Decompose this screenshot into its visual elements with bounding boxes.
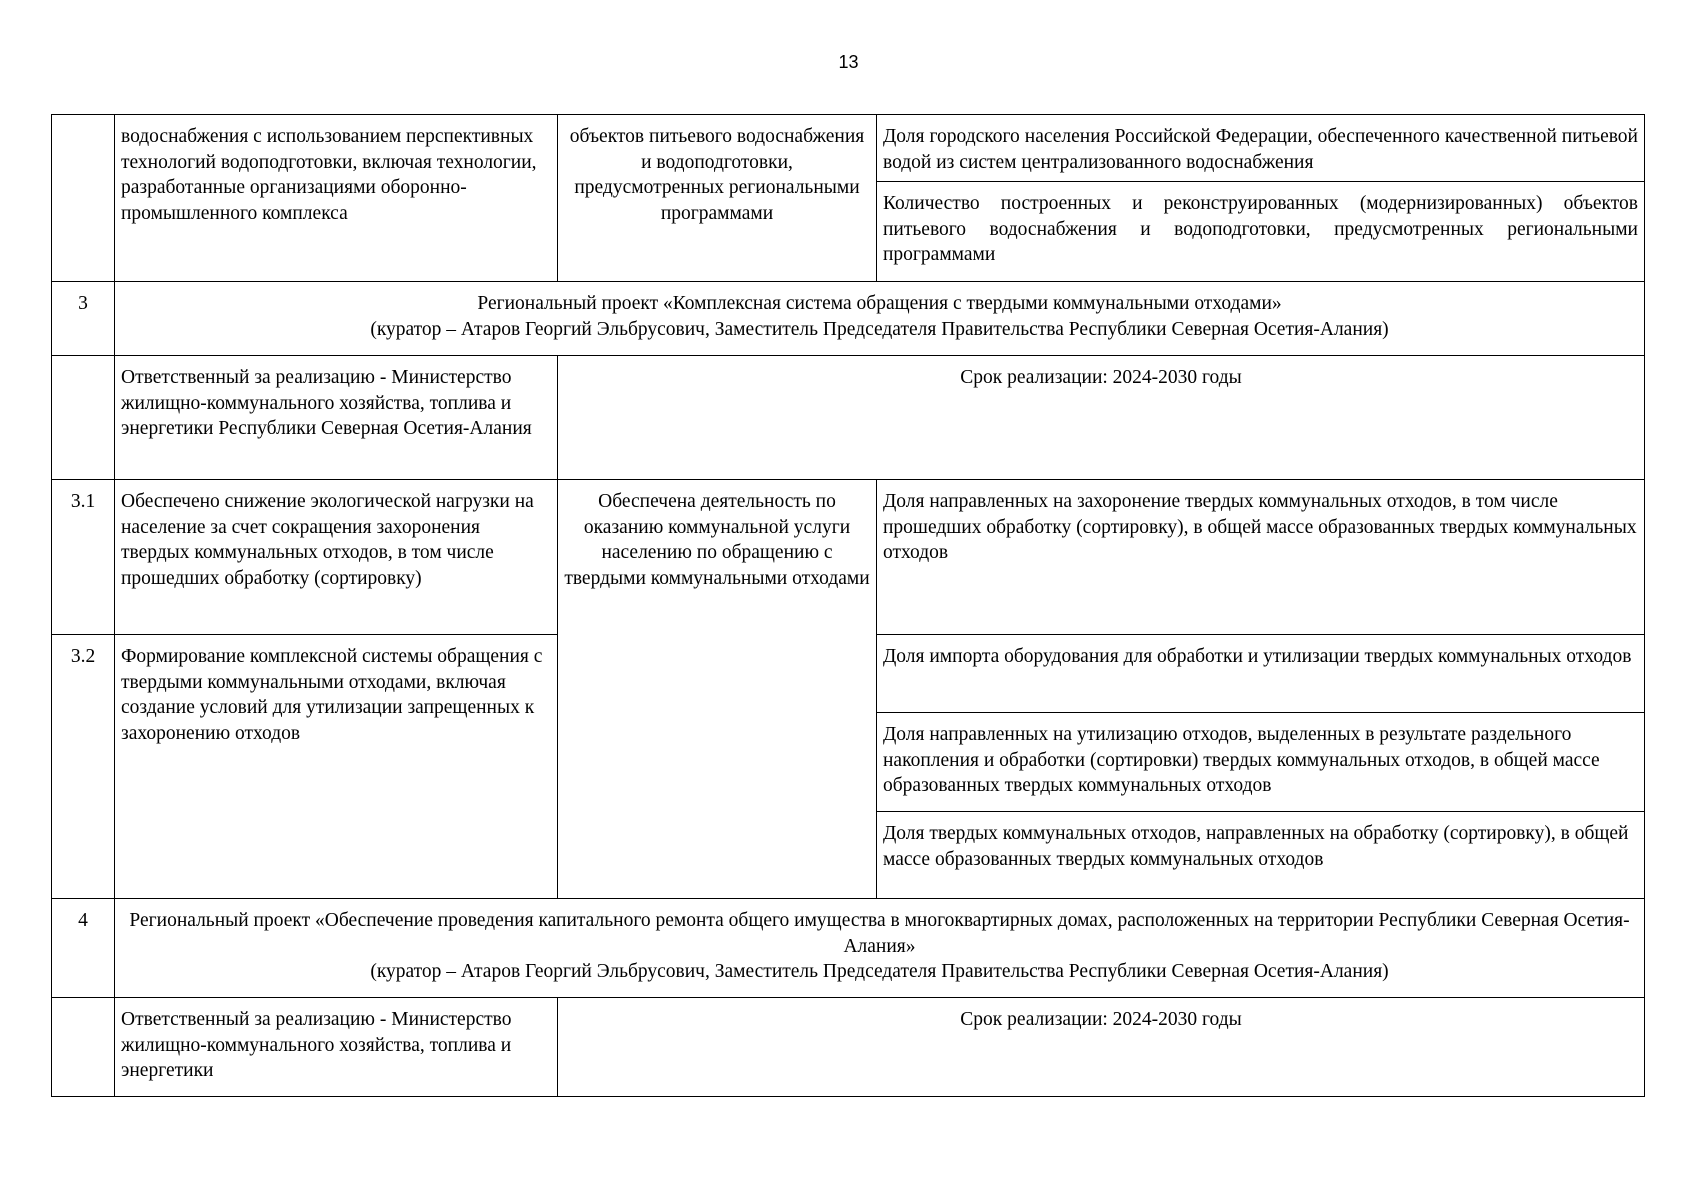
project-number: 4 bbox=[52, 899, 115, 998]
task-number: 3.2 bbox=[52, 635, 115, 899]
project-number: 3 bbox=[52, 282, 115, 356]
result-cell: объектов питьевого водоснабжения и водоподготовки, предусмотренных региональными программами bbox=[558, 115, 877, 282]
project-curator: (куратор – Атаров Георгий Эльбрусович, Заместитель Председателя Правительства Республики Северная Осетия-Алания) bbox=[370, 961, 1389, 982]
page-number: 13 bbox=[838, 52, 859, 72]
project-title-cell bbox=[115, 899, 1645, 998]
task-cell: Формирование комплексной системы обращения с твердыми коммунальными отходами, включая создание условий для утилизации запрещенных к захоронению отходов bbox=[115, 635, 558, 899]
indicator-cell: Количество построенных и реконструированных (модернизированных) объектов питьевого водоснабжения и водоподготовки, предусмотренных региональными программами bbox=[877, 182, 1645, 282]
project-header-row bbox=[52, 282, 1645, 356]
term-cell: Срок реализации: 2024-2030 годы bbox=[558, 998, 1645, 1097]
projects-table bbox=[51, 114, 1645, 1097]
table-row bbox=[52, 115, 1645, 182]
indicator-cell: Доля импорта оборудования для обработки и утилизации твердых коммунальных отходов bbox=[877, 635, 1645, 713]
task-cell: водоснабжения с использованием перспективных технологий водоподготовки, включая технологии, разработанные организациями оборонно-промышленного комплекса bbox=[115, 115, 558, 282]
indicator-cell: Доля твердых коммунальных отходов, направленных на обработку (сортировку), в общей массе образованных твердых коммунальных отходов bbox=[877, 812, 1645, 899]
empty-cell bbox=[52, 998, 115, 1097]
project-title: Региональный проект «Комплексная система обращения с твердыми коммунальными отходами» bbox=[477, 293, 1282, 314]
indicator-cell: Доля городского населения Российской Федерации, обеспеченного качественной питьевой водой из систем централизованного водоснабжения bbox=[877, 115, 1645, 182]
responsible-row bbox=[52, 998, 1645, 1097]
project-header-row bbox=[52, 899, 1645, 998]
responsible-cell: Ответственный за реализацию - Министерство жилищно-коммунального хозяйства, топлива и энергетики bbox=[115, 998, 558, 1097]
term-cell: Срок реализации: 2024-2030 годы bbox=[558, 356, 1645, 480]
indicator-cell: Доля направленных на захоронение твердых коммунальных отходов, в том числе прошедших обработку (сортировку), в общей массе образованных твердых коммунальных отходов bbox=[877, 480, 1645, 635]
empty-cell bbox=[52, 356, 115, 480]
project-title: Региональный проект «Обеспечение проведения капитального ремонта общего имущества в многоквартирных домах, расположенных на территории Республики Северная Осетия-Алания» bbox=[129, 910, 1630, 957]
indicator-cell: Доля направленных на утилизацию отходов, выделенных в результате раздельного накопления и обработки (сортировки) твердых коммунальных отходов, в общей массе образованных твердых коммунальных отходов bbox=[877, 713, 1645, 812]
responsible-cell: Ответственный за реализацию - Министерство жилищно-коммунального хозяйства, топлива и энергетики Республики Северная Осетия-Алания bbox=[115, 356, 558, 480]
task-number: 3.1 bbox=[52, 480, 115, 635]
table-row bbox=[52, 480, 1645, 635]
responsible-row bbox=[52, 356, 1645, 480]
result-cell: Обеспечена деятельность по оказанию коммунальной услуги населению по обращению с твердыми коммунальными отходами bbox=[558, 480, 877, 899]
task-cell: Обеспечено снижение экологической нагрузки на население за счет сокращения захоронения твердых коммунальных отходов, в том числе прошедших обработку (сортировку) bbox=[115, 480, 558, 635]
project-curator: (куратор – Атаров Георгий Эльбрусович, Заместитель Председателя Правительства Республики Северная Осетия-Алания) bbox=[370, 318, 1389, 340]
row-number-cell bbox=[52, 115, 115, 282]
project-title-cell bbox=[115, 282, 1645, 356]
